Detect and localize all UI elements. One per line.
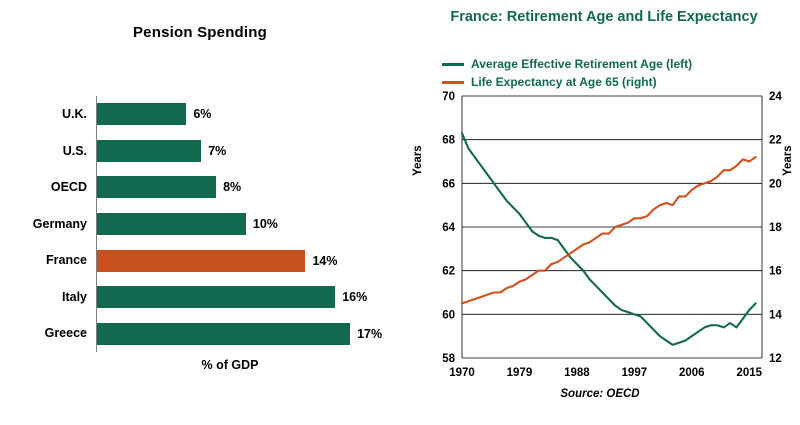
bar-category-label: U.K.: [62, 107, 87, 121]
bar-plot-area: [32, 96, 383, 352]
bar-row: [50, 169, 242, 206]
bar-value-label: 16%: [342, 290, 368, 305]
bar-row: [61, 279, 368, 316]
bar-value-label: 14%: [312, 253, 338, 268]
bar-rect: [97, 140, 201, 162]
bar-rect: [97, 286, 335, 308]
right-tick-label: 16: [769, 265, 782, 278]
left-tick-label: 70: [442, 91, 455, 103]
bar-rect: [97, 323, 350, 345]
left-tick-label: 58: [442, 353, 455, 365]
left-tick-label: 62: [442, 265, 455, 278]
bar-row: [62, 96, 212, 133]
right-axis-title: Years: [782, 145, 794, 176]
pension-spending-chart: [0, 0, 400, 420]
bar-chart-title: Pension Spending: [132, 24, 268, 41]
x-tick-label: 1979: [506, 367, 533, 379]
left-tick-label: 68: [442, 134, 455, 147]
legend-label-retirement-age: Average Effective Retirement Age (left): [471, 57, 693, 71]
line-plot-area: [400, 0, 800, 420]
bar-category-label: Germany: [32, 216, 87, 231]
bar-row: [62, 133, 227, 170]
left-tick-label: 60: [442, 309, 455, 322]
x-tick-label: 1988: [564, 367, 590, 379]
bar-rect: [97, 103, 186, 125]
right-tick-label: 20: [769, 178, 782, 191]
source-note: Source: OECD: [560, 388, 640, 400]
bar-value-label: 17%: [357, 326, 383, 341]
bar-rect: [97, 213, 246, 235]
bar-x-axis-label: % of GDP: [201, 358, 259, 372]
x-tick-label: 2006: [678, 367, 705, 379]
right-tick-label: 14: [769, 309, 782, 322]
bar-value-label: 10%: [252, 216, 278, 231]
right-tick-label: 22: [769, 134, 782, 147]
bar-rect: [97, 176, 216, 198]
right-tick-label: 12: [769, 353, 782, 365]
left-tick-label: 66: [442, 178, 455, 191]
bar-value-label: 8%: [223, 180, 242, 195]
bar-row: [32, 206, 278, 243]
right-tick-label: 18: [769, 222, 782, 234]
series-line-retirement-age: [462, 133, 756, 345]
bar-row: [44, 315, 383, 352]
line-chart-title: France: Retirement Age and Life Expectancy: [450, 9, 758, 25]
retirement-life-expectancy-chart: [400, 0, 800, 420]
x-tick-label: 1997: [621, 367, 648, 379]
bar-value-label: 6%: [193, 107, 212, 122]
line-chart-svg: [400, 0, 800, 420]
bar-category-label: Italy: [61, 289, 87, 304]
bar-row: [46, 242, 338, 279]
x-tick-label: 1970: [449, 367, 475, 379]
bar-category-label: France: [46, 253, 87, 268]
right-tick-label: 24: [769, 91, 782, 103]
bar-category-label: OECD: [50, 180, 87, 195]
bar-value-label: 7%: [208, 143, 227, 158]
legend-label-life-expectancy: Life Expectancy at Age 65 (right): [471, 75, 657, 89]
left-tick-label: 64: [442, 222, 455, 234]
bar-rect: [97, 250, 305, 272]
bar-category-label: U.S.: [62, 143, 87, 158]
x-tick-label: 2015: [736, 367, 763, 379]
bar-category-label: Greece: [44, 326, 87, 341]
left-axis-title: Years: [412, 145, 424, 176]
series-line-life-expectancy: [462, 157, 756, 303]
